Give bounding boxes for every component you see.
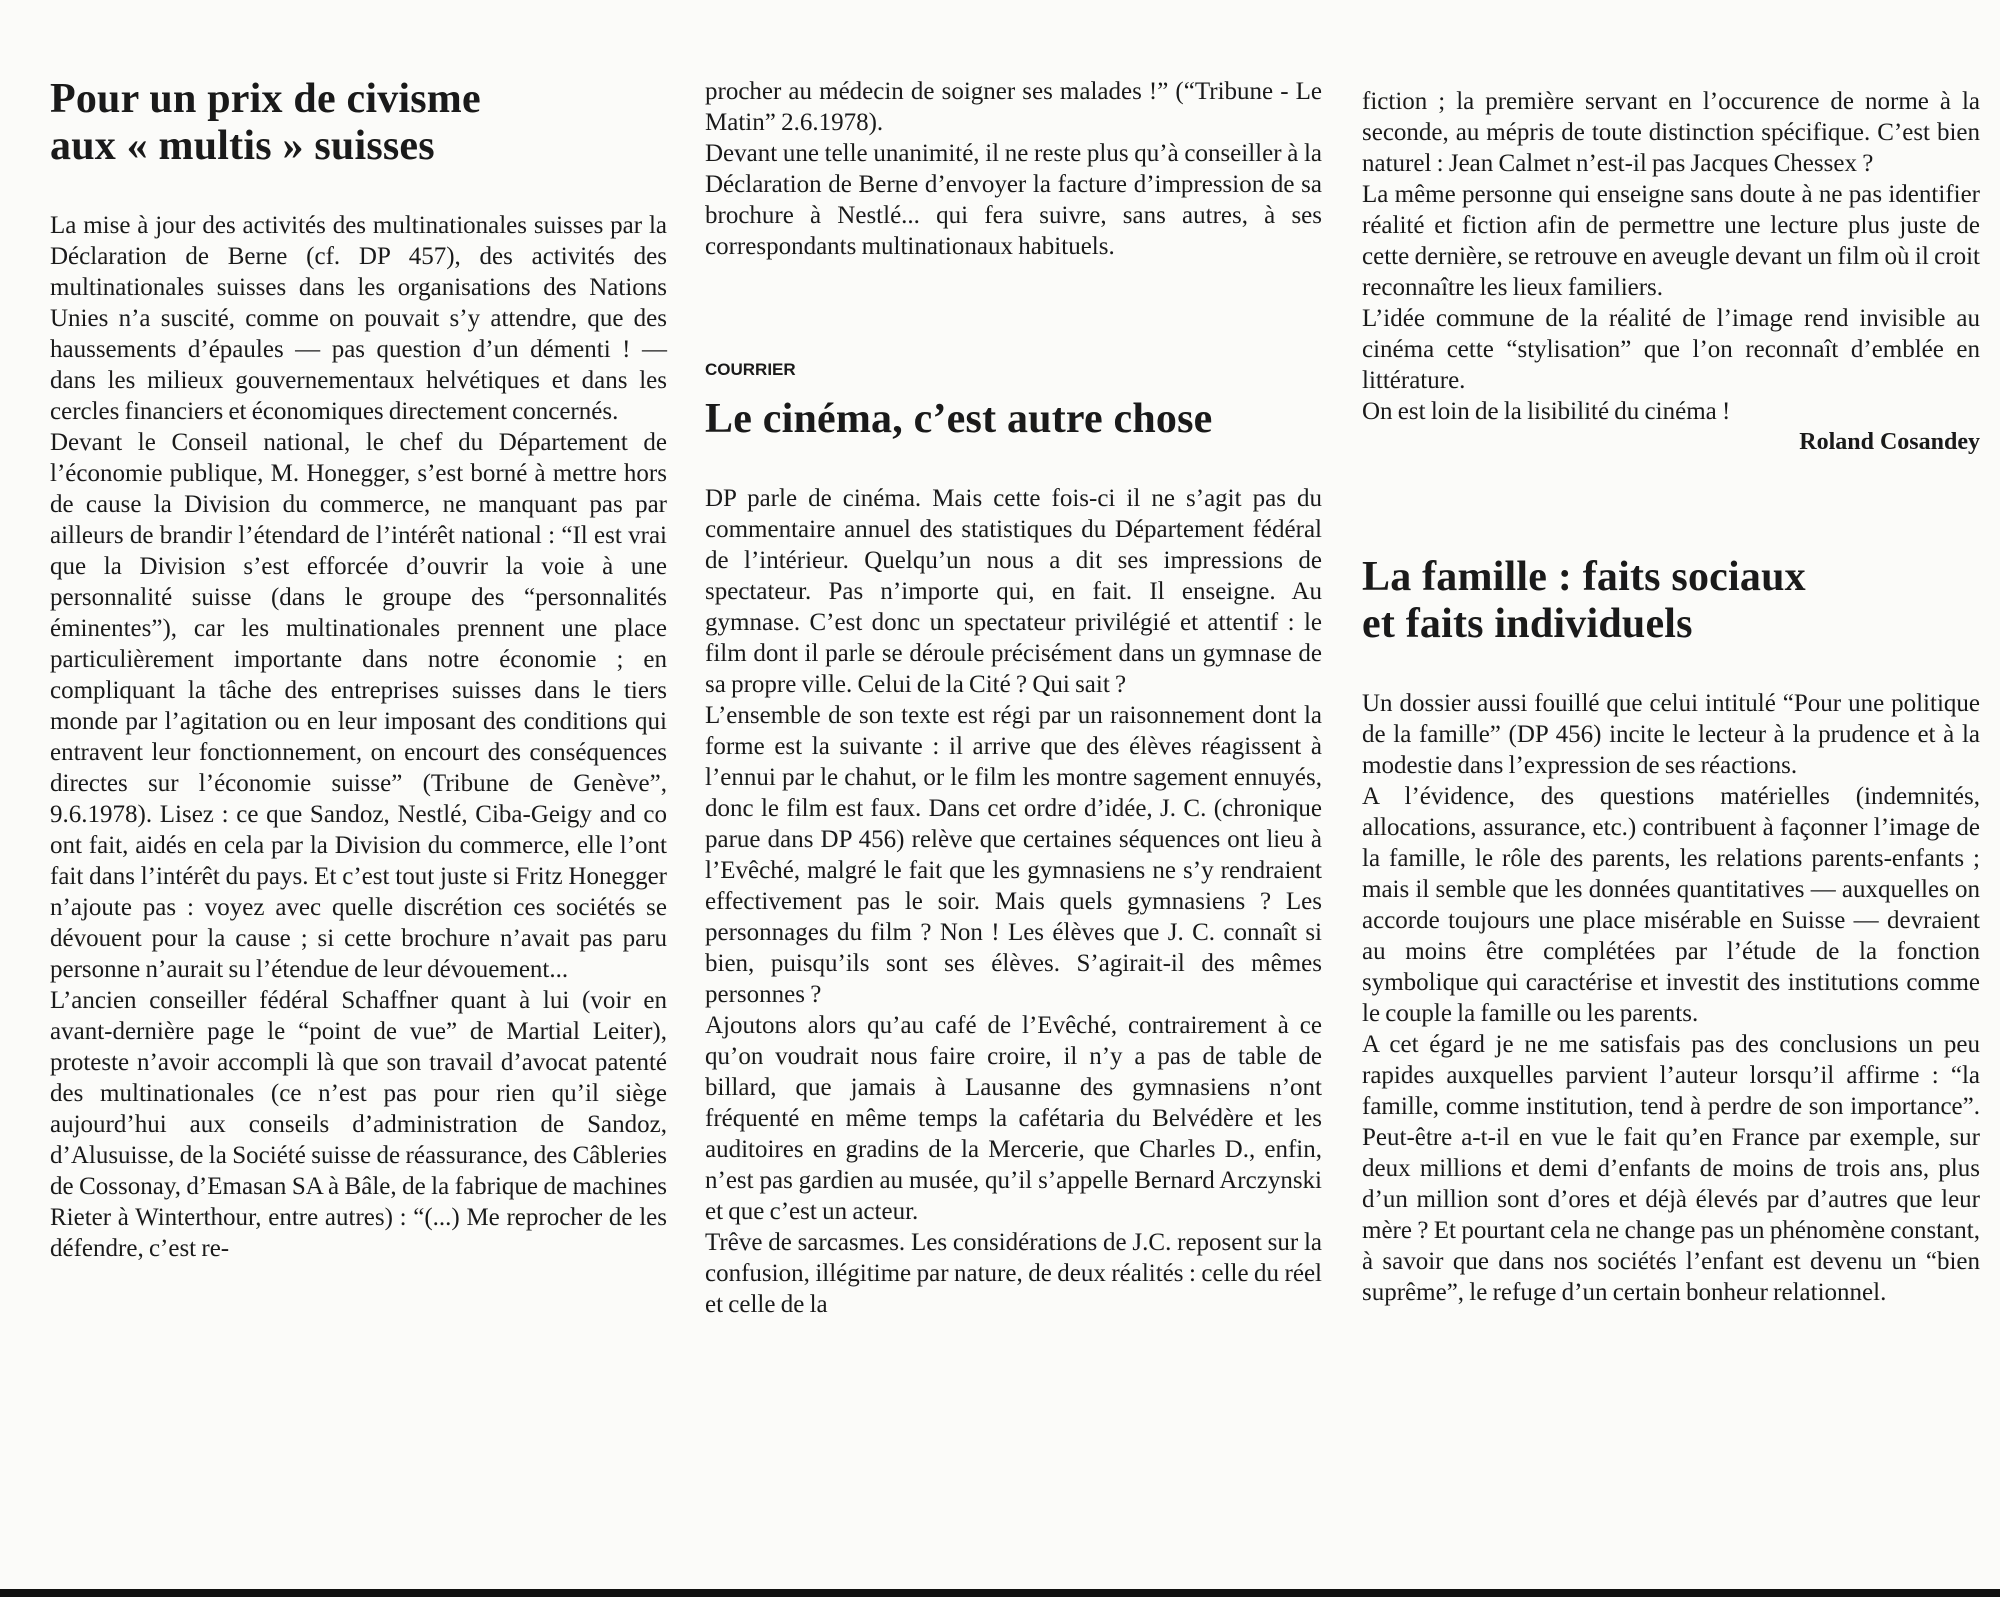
article2-kicker: COURRIER [705, 360, 796, 379]
column-1 [50, 76, 667, 1264]
article2-paragraph: Trêve de sarcasmes. Les considérations de J.C. reposent sur la confusion, illégitime par nature, de deux réalités : celle du réel et celle de la [705, 1229, 1322, 1318]
spacer [705, 262, 1322, 360]
article2-continuation: L’idée commune de la réalité de l’image rend invisible au cinéma cette “stylisation” que l’on reconnaît d’emblée en littérature. [1362, 305, 1980, 394]
article3-title-line1: La famille : faits sociaux [1362, 554, 1806, 600]
spacer [1362, 458, 1980, 554]
bottom-rule [0, 1589, 2000, 1597]
article3-title [1362, 554, 1980, 648]
article3-paragraph: A cet égard je ne me satisfais pas des conclusions un peu rapides auxquelles parvient l’auteur lorsqu’il affirme : “la famille, comme institution, tend à perdre de son importance”. Peut-être a-t-il en vue le fait qu’en France par exemple, sur deux millions et demi d’enfants de moins de trois ans, plus d’un million sont d’ores et déjà élevés par d’autres que leur mère ? Et pourtant cela ne change pas un phénomène constant, à savoir que dans nos sociétés l’enfant est devenu un “bien suprême”, le refuge d’un certain bonheur relationnel. [1362, 1031, 1980, 1306]
article1-paragraph: L’ancien conseiller fédéral Schaffner quant à lui (voir en avant-dernière page le “point de vue” de Martial Leiter), proteste n’avoir accompli là que son travail d’avocat patenté des multinationales (ce n’est pas pour rien qu’il siège aujourd’hui aux conseils d’administration de Sandoz, d’Alusuisse, de la Société suisse de réassurance, des Câbleries de Cossonay, d’Emasan SA à Bâle, de la fabrique de machines Rieter à Winterthour, entre autres) : “(...) Me reprocher de les défendre, c’est re- [50, 987, 667, 1262]
article2-continuation: fiction ; la première servant en l’occurence de norme à la seconde, au mépris de toute distinction spécifique. C’est bien naturel : Jean Calmet n’est-il pas Jacques Chessex ? [1362, 88, 1980, 177]
article2-paragraph: Ajoutons alors qu’au café de l’Evêché, contrairement à ce qu’on voudrait nous faire croire, il n’y a pas de table de billard, que jamais à Lausanne des gymnasiens n’ont fréquenté en même temps la cafétaria du Belvédère et les auditoires en gradins de la Mercerie, que Charles D., enfin, n’est pas gardien au musée, qu’il s’appelle Bernard Arczynski et que c’est un acteur. [705, 1012, 1322, 1225]
article2-paragraph: DP parle de cinéma. Mais cette fois-ci il ne s’agit pas du commentaire annuel des statistiques du Département fédéral de l’intérieur. Quelqu’un nous a dit ses impressions de spectateur. Pas n’importe qui, en fait. Il enseigne. Au gymnase. C’est donc un spectateur privilégié et attentif : le film dont il parle se déroule précisément dans un gymnase de sa propre ville. Celui de la Cité ? Qui sait ? [705, 485, 1322, 698]
article2-continuation: La même personne qui enseigne sans doute à ne pas identifier réalité et fiction afin de permettre une lecture plus juste de cette dernière, se retrouve en aveugle devant un film où il croit reconnaître les lieux familiers. [1362, 181, 1980, 301]
article1-paragraph: La mise à jour des activités des multinationales suisses par la Déclaration de Berne (cf. DP 457), des activités des multinationales suisses dans les organisations des Nations Unies n’a suscité, comme on pouvait s’y attendre, que des haussements d’épaules — pas question d’un démenti ! — dans les milieux gouvernementaux helvétiques et dans les cercles financiers et économiques directement concernés. [50, 212, 667, 425]
article1-continuation: Devant une telle unanimité, il ne reste plus qu’à conseiller à la Déclaration de Berne d’envoyer la facture d’impression de sa brochure à Nestlé... qui fera suivre, sans autres, à ses correspondants multinationaux habituels. [705, 140, 1322, 260]
column-2 [705, 76, 1322, 1320]
article2-title: Le cinéma, c’est autre chose [705, 396, 1213, 442]
article2-continuation: On est loin de la lisibilité du cinéma ! [1362, 398, 1731, 425]
article2-signature: Roland Cosandey [1799, 429, 1980, 455]
article1-title-line1: Pour un prix de civisme [50, 76, 481, 122]
article1-title-line2: aux « multis » suisses [50, 123, 435, 169]
article1-title [50, 76, 667, 170]
article2-paragraph: L’ensemble de son texte est régi par un raisonnement dont la forme est la suivante : il arrive que des élèves réagissent à l’ennui par le chahut, or le film les montre sagement ennuyés, donc le film est faux. Dans cet ordre d’idée, J. C. (chronique parue dans DP 456) relève que certaines séquences ont lieu à l’Evêché, malgré le fait que les gymnasiens ne s’y rendraient effectivement pas le soir. Mais quels gymnasiens ? Les personnages du film ? Non ! Les élèves que J. C. connaît si bien, puisqu’ils sont ses élèves. S’agirait-il des mêmes personnes ? [705, 702, 1322, 1008]
column-3 [1362, 86, 1980, 1308]
article1-paragraph: Devant le Conseil national, le chef du Département de l’économie publique, M. Honegger, s’est borné à mettre hors de cause la Division du commerce, ne manquant pas par ailleurs de brandir l’étendard de l’intérêt national : “Il est vrai que la Division s’est efforcée d’ouvrir la voie à une personnalité suisse (dans le groupe des “personnalités éminentes”), car les multinationales prennent une place particulièrement importante dans notre économie ; en compliquant la tâche des entreprises suisses dans le tiers monde par l’agitation ou en leur imposant des conditions qui entravent leur fonctionnement, on encourt des conséquences directes sur l’économie suisse” (Tribune de Genève”, 9.6.1978). Lisez : ce que Sandoz, Nestlé, Ciba-Geigy and co ont fait, aidés en cela par la Division du commerce, elle l’ont fait dans l’intérêt du pays. Et c’est tout juste si Fritz Honegger n’ajoute pas : voyez avec quelle discrétion ces sociétés se dévouent pour la cause ; si cette brochure n’avait pas paru personne n’aurait su l’étendue de leur dévouement... [50, 429, 667, 983]
article3-paragraph: Un dossier aussi fouillé que celui intitulé “Pour une politique de la famille” (DP 456) incite le lecteur à la prudence et à la modestie dans l’expression de ses réactions. [1362, 690, 1980, 779]
article1-continuation: procher au médecin de soigner ses malades !” (“Tribune - Le Matin” 2.6.1978). [705, 78, 1322, 136]
article3-title-line2: et faits individuels [1362, 601, 1693, 647]
article3-paragraph: A l’évidence, des questions matérielles (indemnités, allocations, assurance, etc.) contribuent à façonner l’image de la famille, le rôle des parents, les relations parents-enfants ; mais il semble que les données quantitatives — auxquelles on accorde toujours une place misérable en Suisse — devraient au moins être complétées par l’étude de la fonction symbolique qui caractérise et investit des institutions comme le couple la famille ou les parents. [1362, 783, 1980, 1027]
